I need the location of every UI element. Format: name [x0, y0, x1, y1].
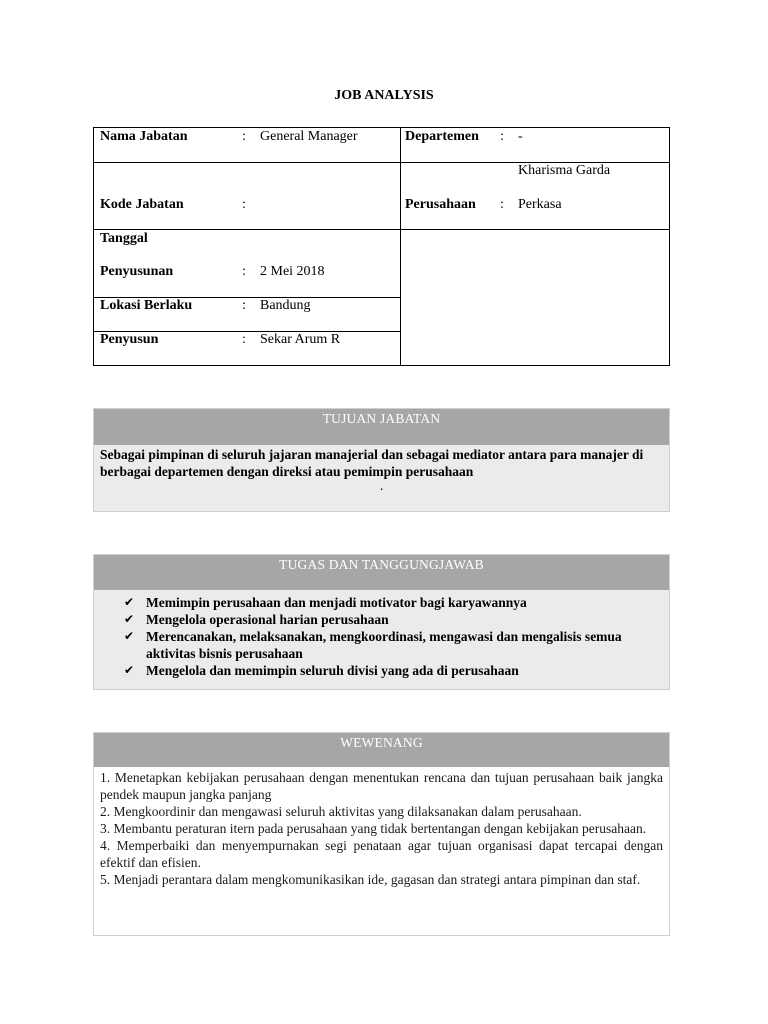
nama-jabatan-label: Nama Jabatan — [100, 129, 188, 144]
lokasi-label: Lokasi Berlaku — [100, 298, 193, 313]
table-divider-vertical — [400, 128, 401, 365]
list-item — [124, 628, 669, 662]
table-divider — [94, 229, 669, 230]
tugas-list — [94, 594, 669, 679]
list-item-text: Mengelola operasional harian perusahaan — [146, 612, 389, 627]
checkmark-icon: ✔ — [124, 629, 135, 643]
wewenang-section — [93, 732, 670, 936]
wewenang-item: 4. Memperbaiki dan menyempurnakan segi penataan agar tujuan organisasi dapat tercapai dengan efektif dan efisien. — [100, 838, 663, 870]
wewenang-item: 5. Menjadi perantara dalam mengkomunikasikan ide, gagasan dan strategi antara pimpinan dan staf. — [100, 872, 641, 887]
penyusunan-label: Penyusunan — [100, 264, 174, 279]
tujuan-dot: . — [379, 478, 384, 493]
lokasi-value: Bandung — [260, 298, 311, 313]
colon: : — [242, 129, 246, 144]
section-header: WEWENANG — [94, 733, 669, 767]
kode-jabatan-label: Kode Jabatan — [100, 197, 184, 212]
colon: : — [242, 298, 246, 313]
departemen-value: - — [518, 129, 523, 144]
table-divider — [94, 162, 400, 163]
colon: : — [242, 197, 246, 212]
checkmark-icon: ✔ — [124, 663, 135, 677]
page-title: JOB ANALYSIS — [334, 88, 434, 103]
list-item — [124, 594, 669, 611]
section-body — [94, 767, 669, 935]
checkmark-icon: ✔ — [124, 595, 135, 609]
penyusun-label: Penyusun — [100, 332, 159, 347]
section-body — [94, 445, 669, 511]
list-item-text: Mengelola dan memimpin seluruh divisi yang ada di perusahaan — [146, 663, 519, 678]
section-header: TUJUAN JABATAN — [94, 409, 669, 445]
penyusun-value: Sekar Arum R — [260, 332, 341, 347]
list-item — [124, 662, 669, 679]
tujuan-text: Sebagai pimpinan di seluruh jajaran manajerial dan sebagai mediator antara para manajer di berbagai departemen dengan direksi atau pemimpin perusahaan — [100, 447, 644, 479]
job-info-table — [93, 127, 670, 366]
wewenang-item: 2. Mengkoordinir dan mengawasi seluruh aktivitas yang dilaksanakan dalam perusahaan. — [100, 804, 582, 819]
perusahaan-label: Perusahaan — [405, 197, 476, 212]
section-body — [94, 590, 669, 689]
colon: : — [500, 197, 504, 212]
list-item-text: Merencanakan, melaksanakan, mengkoordinasi, mengawasi dan mengalisis semua aktivitas bisnis perusahaan — [146, 629, 622, 661]
wewenang-item: 3. Membantu peraturan itern pada perusahaan yang tidak bertentangan dengan kebijakan perusahaan. — [100, 821, 647, 836]
colon: : — [500, 129, 504, 144]
wewenang-item: 1. Menetapkan kebijakan perusahaan dengan menentukan rencana dan tujuan perusahaan baik jangka pendek maupun jangka panjang — [100, 770, 663, 802]
departemen-label: Departemen — [405, 129, 479, 144]
tugas-section — [93, 554, 670, 690]
tanggal-label: Tanggal — [100, 231, 148, 246]
list-item — [124, 611, 669, 628]
list-item-text: Memimpin perusahaan dan menjadi motivator bagi karyawannya — [146, 595, 527, 610]
colon: : — [242, 332, 246, 347]
colon: : — [242, 264, 246, 279]
section-header: TUGAS DAN TANGGUNGJAWAB — [94, 555, 669, 590]
checkmark-icon: ✔ — [124, 612, 135, 626]
tujuan-jabatan-section — [93, 408, 670, 512]
tanggal-value: 2 Mei 2018 — [260, 264, 325, 279]
perusahaan-value-line1: Kharisma Garda — [518, 163, 611, 178]
perusahaan-value-line2: Perkasa — [518, 197, 562, 212]
nama-jabatan-value: General Manager — [260, 129, 358, 144]
